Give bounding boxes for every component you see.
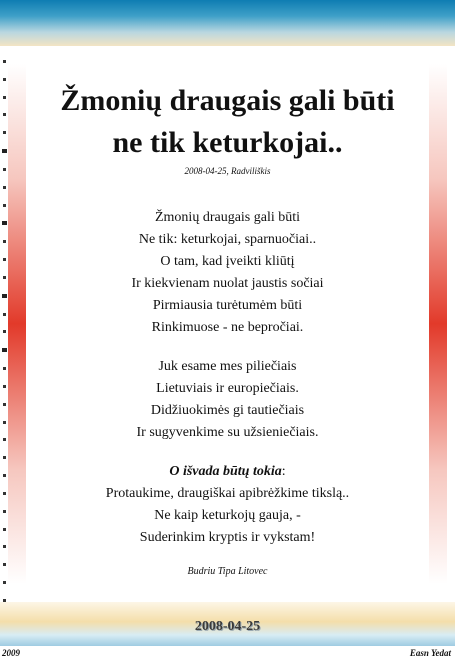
title-line-2: ne tik keturkojai.. bbox=[112, 126, 343, 159]
poem-line: Ir kiekvienam nuolat jaustis sočiai bbox=[131, 276, 324, 291]
poem-line: Žmonių draugais gali būti bbox=[154, 210, 301, 225]
poem-line: Juk esame mes piliečiais bbox=[158, 359, 297, 374]
conclusion-stanza bbox=[30, 461, 425, 549]
poem-line: O tam, kad įveikti kliūtį bbox=[160, 254, 295, 269]
poem-line: Pirmiausia turėtumėm būti bbox=[152, 298, 303, 313]
footer-year: 2009 bbox=[2, 648, 20, 658]
conclusion-heading bbox=[30, 461, 425, 483]
footer-date: 2008-04-25 bbox=[194, 619, 261, 634]
author-signature: Budriu Tipa Litovec bbox=[187, 566, 268, 577]
stanza-2 bbox=[30, 356, 425, 444]
poem bbox=[30, 207, 425, 549]
poem-line: Rinkimuose - ne bepročiai. bbox=[151, 320, 304, 335]
footer-mark: Easn Yedat bbox=[409, 648, 451, 658]
page-title bbox=[30, 80, 425, 164]
poem-line: Ne tik: keturkojai, sparnuočiai.. bbox=[138, 232, 317, 247]
right-decorative-strip bbox=[429, 64, 447, 584]
poem-line: Ir sugyvenkime su užsieniečiais. bbox=[136, 425, 319, 440]
poem-line: Lietuviais ir europiečiais. bbox=[156, 381, 299, 396]
dateline: 2008-04-25, Radviliškis bbox=[184, 166, 271, 176]
conclusion-lead: O išvada būtų tokia bbox=[169, 464, 282, 479]
conclusion-colon: : bbox=[281, 464, 286, 479]
poem-line: Protaukime, draugiškai apibrėžkime tikslą.. bbox=[105, 486, 350, 501]
stanza-1 bbox=[30, 207, 425, 339]
poem-line: Didžiuokimės gi tautiečiais bbox=[150, 403, 305, 418]
document-body bbox=[30, 80, 425, 578]
left-decorative-strip bbox=[8, 64, 26, 584]
top-gradient-band bbox=[0, 0, 455, 46]
poem-line: Ne kaip keturkojų gauja, - bbox=[154, 508, 301, 523]
title-line-1: Žmonių draugais gali būti bbox=[60, 84, 395, 117]
poem-line: Suderinkim kryptis ir vykstam! bbox=[139, 530, 316, 545]
left-tick-marks bbox=[0, 60, 8, 620]
